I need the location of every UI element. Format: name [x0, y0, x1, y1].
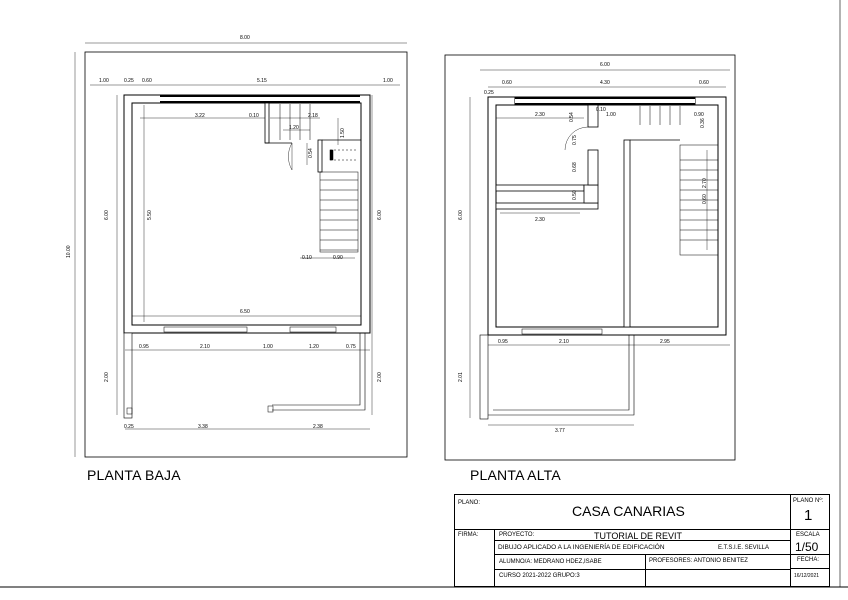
plano-num-label: PLANO Nº:: [793, 498, 824, 504]
pb-dim-terrace-200-right: 2.00: [377, 372, 383, 382]
planta-alta-plan: [445, 55, 735, 460]
pa-dim-054: 0.54: [569, 112, 575, 122]
plano-label: PLANO:: [458, 500, 481, 506]
pa-dim-075: 0.75: [572, 135, 578, 145]
asignatura: DIBUJO APLICADO A LA INGENIERÍA DE EDIFICACIÓN: [498, 544, 665, 551]
pb-dim-054: 0.54: [308, 148, 314, 158]
pb-dim-bottom-inner: 6.50: [240, 309, 250, 315]
pa-inner-wall: [496, 105, 718, 327]
pb-dim-top-gap: 0.60: [142, 78, 152, 84]
pa-dim-430: 4.30: [600, 80, 610, 86]
pa-dim-230-b: 2.30: [535, 217, 545, 223]
pa-dim-b-377: 3.77: [555, 428, 565, 434]
pa-dim-010: 0.10: [596, 107, 606, 113]
escala-value: 1/50: [795, 540, 819, 554]
pa-dim-100: 1.00: [606, 112, 616, 118]
pa-dim-total-width: 6.00: [600, 62, 610, 68]
pa-dim-600: 6.00: [458, 210, 464, 220]
pb-dim-550: 5.50: [147, 210, 153, 220]
pa-dim-025: 0.25: [484, 90, 494, 96]
pa-dim-b-210: 2.10: [559, 339, 569, 345]
firma-label: FIRMA:: [458, 532, 479, 538]
pb-dim-010-b: 0.10: [302, 255, 312, 261]
pa-dim-060-v: 0.60: [702, 194, 708, 204]
pb-dim-terrace-200-left: 2.00: [104, 372, 110, 382]
proyecto-label: PROYECTO:: [499, 532, 535, 538]
pb-dim-room-width: 3.22: [195, 113, 205, 119]
escala-label: ESCALA: [796, 532, 820, 538]
pa-dim-270: 2.70: [702, 178, 708, 188]
pb-dim-b-238: 2.38: [313, 424, 323, 430]
pb-dim-top-span: 5.15: [257, 78, 267, 84]
pb-dim-b-075: 0.75: [346, 344, 356, 350]
planta-alta-title: PLANTA ALTA: [470, 467, 561, 483]
pb-dim-150: 1.50: [340, 128, 346, 138]
pb-dim-600-right: 6.00: [377, 210, 383, 220]
pb-dim-b-025: 0.25: [124, 424, 134, 430]
plano-num: 1: [804, 507, 813, 524]
fecha-label: FECHA:: [797, 557, 820, 563]
pb-inner-wall: [132, 103, 361, 325]
pb-dim-b-095: 0.95: [139, 344, 149, 350]
pb-dim-top-wall: 0.25: [124, 78, 134, 84]
pb-dim-total-height: 10.00: [66, 245, 72, 258]
alumno: ALUMNO/A: MEDRANO HDEZ,ISABE: [499, 559, 602, 565]
pa-dim-b-095: 0.95: [498, 339, 508, 345]
planta-baja-frame: [85, 52, 407, 457]
pb-dim-090: 0.90: [333, 255, 343, 261]
pa-dim-b-295: 2.95: [660, 339, 670, 345]
planta-alta-dim-lines: [470, 70, 730, 425]
proyecto-value: TUTORIAL DE REVIT: [594, 531, 683, 541]
pb-dim-b-338: 3.38: [198, 424, 208, 430]
curso: CURSO 2021-2022 GRUPO:3: [499, 573, 580, 579]
pb-dim-top-right-margin: 1.00: [383, 78, 393, 84]
pa-dim-050: 0.50: [572, 190, 578, 200]
planta-baja-dim-labels: [66, 35, 393, 430]
pa-dim-090: 0.90: [694, 112, 704, 118]
planta-alta-walls: [480, 97, 726, 419]
pa-dim-201: 2.01: [458, 372, 464, 382]
pb-dim-600-left: 6.00: [104, 210, 110, 220]
pb-dim-120: 1.20: [289, 125, 299, 131]
planta-baja-title: PLANTA BAJA: [87, 467, 181, 483]
pa-dim-230-a: 2.30: [535, 112, 545, 118]
pa-outer-wall: [488, 97, 726, 335]
fecha-value: 16/12/2021: [794, 573, 820, 579]
pa-dim-060-left: 0.60: [502, 80, 512, 86]
planta-baja-plan: [66, 35, 407, 457]
pb-outer-wall: [124, 95, 370, 333]
escuela: E.T.S.I.E. SEVILLA: [718, 545, 770, 551]
project-name: CASA CANARIAS: [572, 503, 685, 519]
pa-dim-060-right: 0.60: [699, 80, 709, 86]
pa-dim-068: 0.68: [572, 162, 578, 172]
pb-dim-wall-010-a: 0.10: [249, 113, 259, 119]
title-block: [454, 494, 830, 587]
pb-dim-b-120: 1.20: [309, 344, 319, 350]
pb-dim-total-width: 8.00: [240, 35, 250, 41]
pb-dim-top-left-margin: 1.00: [99, 78, 109, 84]
pa-dim-036: 0.36: [700, 118, 706, 128]
profesores: PROFESORES: ANTONIO BENITEZ: [649, 558, 748, 564]
pb-dim-218: 2.18: [308, 113, 318, 119]
pb-dim-b-100: 1.00: [263, 344, 273, 350]
pb-dim-b-210: 2.10: [200, 344, 210, 350]
